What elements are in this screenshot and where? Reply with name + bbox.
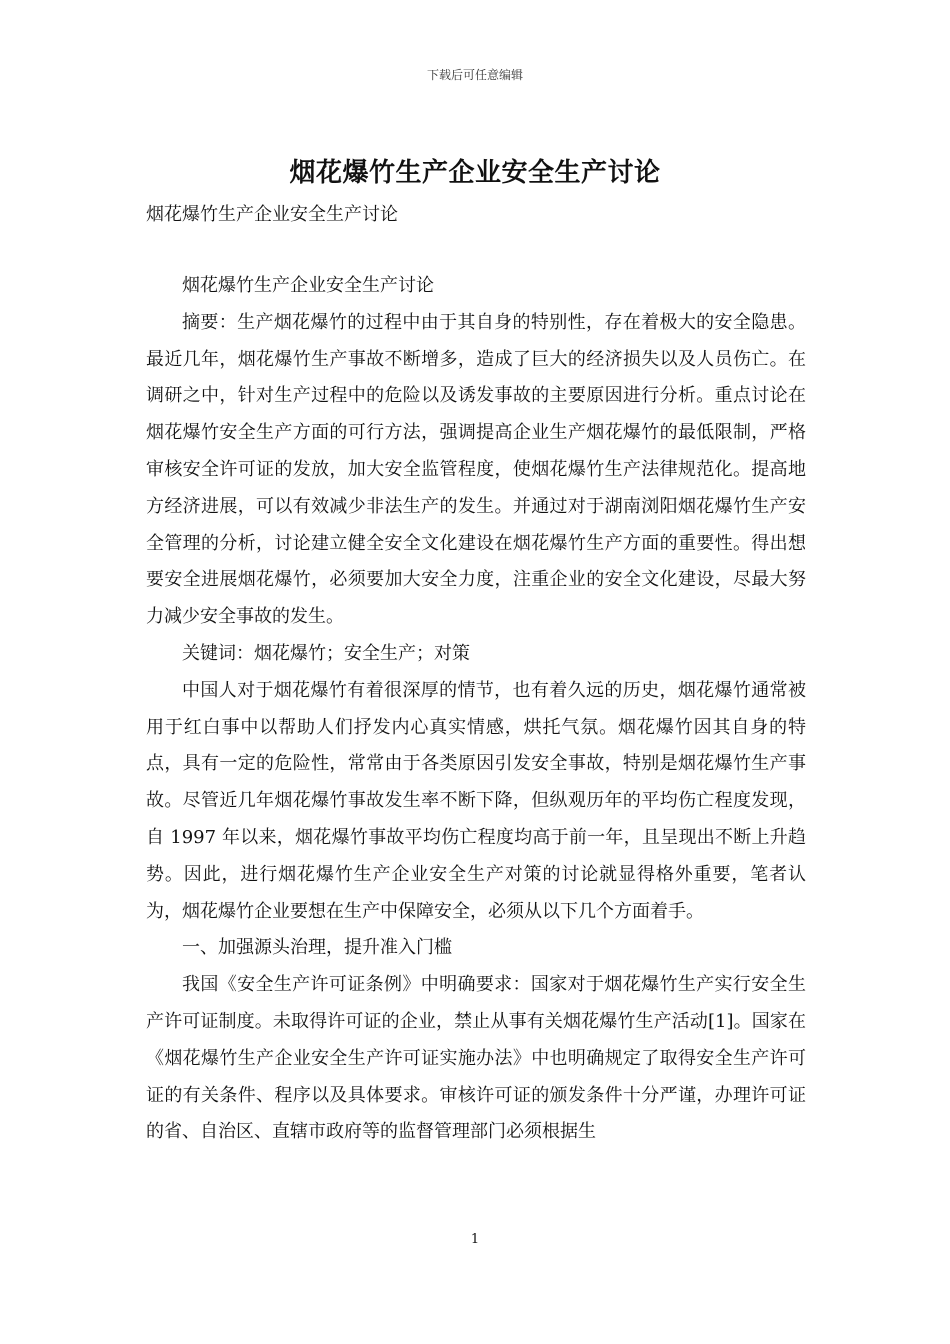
page-header-note: 下载后可任意编辑	[426, 68, 523, 82]
page-number: 1	[470, 1232, 480, 1247]
keywords-paragraph: 关键词：烟花爆竹；安全生产；对策	[182, 642, 470, 664]
abstract-paragraph: 摘要：生产烟花爆竹的过程中由于其自身的特别性，存在着极大的安全隐患。最近几年，烟花爆竹生产事故不断增多，造成了巨大的经济损失以及人员伤亡。在调研之中，针对生产过程中的危险以及诱发事故的主要原因进行分析。重点讨论在烟花爆竹安全生产方面的可行方法，强调提高企业生产烟花爆竹的最低限制，严格审核安全许可证的发放，加大安全监管程度，使烟花爆竹生产法律规范化。提高地方经济进展，可以有效减少非法生产的发生。并通过对于湖南浏阳烟花爆竹生产安全管理的分析，讨论建立健全安全文化建设在烟花爆竹生产方面的重要性。得出想要安全进展烟花爆竹，必须要加大安全力度，注重企业的安全文化建设，尽最大努力减少安全事故的发生。	[146, 311, 806, 628]
document-title: 烟花爆竹生产企业安全生产讨论	[289, 158, 661, 188]
document-body	[146, 268, 806, 1151]
intro-paragraph: 中国人对于烟花爆竹有着很深厚的情节，也有着久远的历史，烟花爆竹通常被用于红白事中以帮助人们抒发内心真实情感，烘托气氛。烟花爆竹因其自身的特点，具有一定的危险性，常常由于各类原因引发安全事故，特别是烟花爆竹生产事故。尽管近几年烟花爆竹事故发生率不断下降，但纵观历年的平均伤亡程度发现，自 1997 年以来，烟花爆竹事故平均伤亡程度均高于前一年，且呈现出不断上升趋势。因此，进行烟花爆竹生产企业安全生产对策的讨论就显得格外重要，笔者认为，烟花爆竹企业要想在生产中保障安全，必须从以下几个方面着手。	[146, 679, 806, 922]
document-subtitle: 烟花爆竹生产企业安全生产讨论	[146, 204, 398, 225]
section-heading: 烟花爆竹生产企业安全生产讨论	[182, 275, 434, 296]
body-paragraph: 我国《安全生产许可证条例》中明确要求：国家对于烟花爆竹生产实行安全生产许可证制度。未取得许可证的企业，禁止从事有关烟花爆竹生产活动[1]。国家在《烟花爆竹生产企业安全生产许可证实施办法》中也明确规定了取得安全生产许可证的有关条件、程序以及具体要求。审核许可证的颁发条件十分严谨，办理许可证的省、自治区、直辖市政府等的监督管理部门必须根据生	[146, 974, 806, 1143]
section-heading-1: 一、加强源头治理，提升准入门槛	[182, 937, 452, 959]
